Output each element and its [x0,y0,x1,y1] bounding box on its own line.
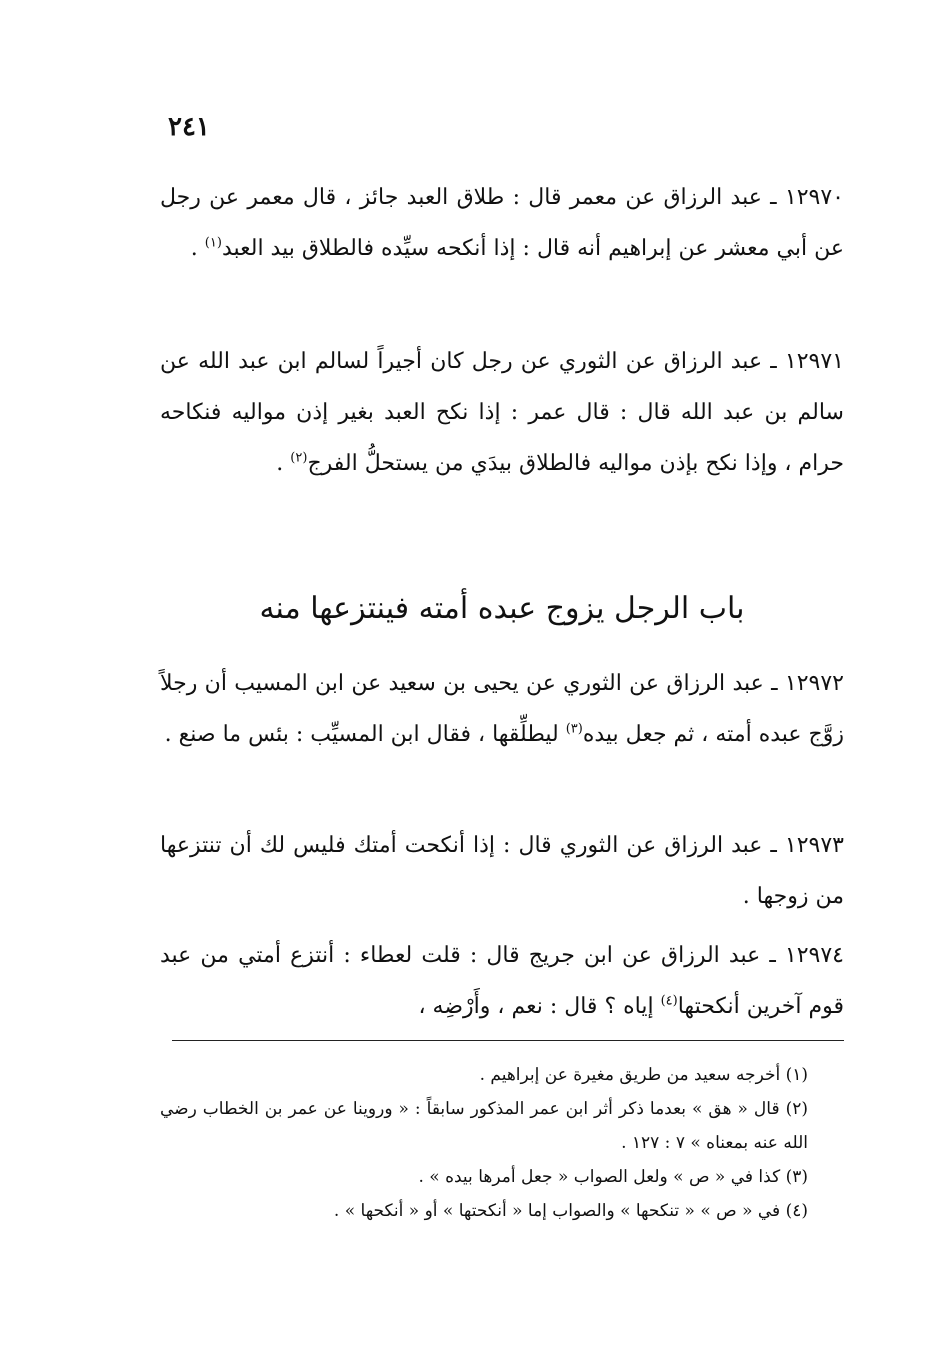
paragraph-12974 [160,930,844,1032]
paragraph-text-continued: ليطلِّقها ، فقال ابن المسيِّب : بئس ما صنع . [164,722,566,747]
paragraph-text: ١٢٩٧١ ـ عبد الرزاق عن الثوري عن رجل كان أجيراً لسالم ابن عبد الله عن سالم بن عبد الله قال : قال عمر : إذا نكح العبد بغير إذن مواليه فنكاحه حرام ، وإذا نكح بإذن مواليه فالطلاق بيدَي من يستحلُّ الفرج [160,349,844,476]
page-number: ٢٤١ [168,112,210,142]
footnote-ref-3: (٣) [565,721,583,737]
footnote-ref-1: (١) [204,235,222,251]
paragraph-end: . [190,236,205,261]
footnotes [160,1058,844,1228]
paragraph-12970 [160,172,844,274]
paragraph-12971 [160,336,844,489]
footnote-1: (١) أخرجه سعيد من طريق مغيرة عن إبراهيم . [479,1065,808,1085]
footnote-ref-4: (٤) [660,993,678,1009]
paragraph-end: . [276,451,291,476]
paragraph-text: ١٢٩٧٣ ـ عبد الرزاق عن الثوري قال : إذا أنكحت أمتك فليس لك أن تنتزعها من زوجها . [160,833,844,909]
paragraph-text: ١٢٩٧٠ ـ عبد الرزاق عن معمر قال : طلاق العبد جائز ، قال معمر عن رجل عن أبي معشر عن إبراهيم أنه قال : إذا أنكحه سيِّده فالطلاق بيد العبد [160,185,844,261]
footnote-2: (٢) قال « هق » بعدما ذكر أثر ابن عمر المذكور سابقاً : « وروينا عن عمر بن الخطاب رضي الله عنه بمعناه » ٧ : ١٢٧ . [160,1099,808,1153]
footnote-3: (٣) كذا في « ص » ولعل الصواب « جعل أمرها بيده » . [418,1167,808,1187]
paragraph-text: ١٢٩٧٤ ـ عبد الرزاق عن ابن جريج قال : قلت لعطاء : أنتزع أمتي من عبد قوم آخرين أنكحتها [160,943,844,1019]
footnote-divider [172,1040,844,1041]
paragraph-12973 [160,820,844,922]
footnote-ref-2: (٢) [290,450,308,466]
paragraph-12972 [160,658,844,760]
paragraph-text-continued: إياه ؟ قال : نعم ، وأَرْضِه ، [418,994,661,1019]
section-heading: باب الرجل يزوج عبده أمته فينتزعها منه [259,591,745,626]
footnote-4: (٤) في « ص » « تنكحها » والصواب إما « أنكحتها » أو « أنكحها » . [333,1201,808,1221]
paragraph-text: ١٢٩٧٢ ـ عبد الرزاق عن الثوري عن يحيى بن سعيد عن ابن المسيب أن رجلاً زوَّج عبده أمته ، ثم جعل بيده [160,671,844,747]
